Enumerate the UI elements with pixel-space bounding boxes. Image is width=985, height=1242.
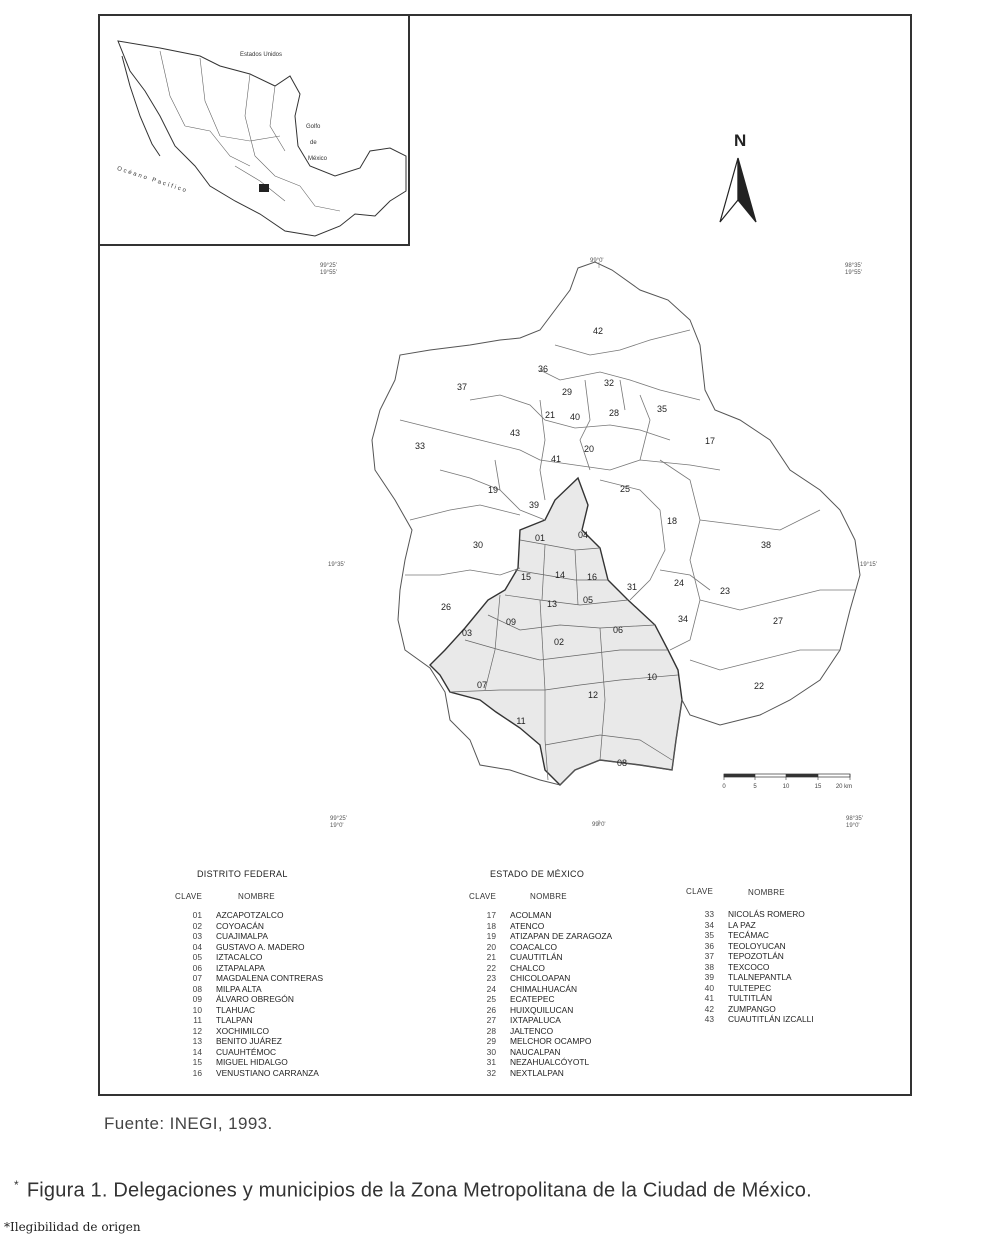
legibility-footnote: *Ilegibilidad de origen [4,1220,141,1234]
legend-clave: 42 [704,1003,714,1014]
region-number: 22 [753,681,765,691]
legend-clave: 06 [192,962,202,973]
legend-row [466,994,612,1005]
legend-nombre: ATENCO [510,920,545,931]
legend-clave: 37 [704,951,714,961]
legend-nombre: TULTEPEC [728,982,772,993]
region-number: 26 [440,602,452,612]
region-number: 05 [582,595,594,605]
legend-nombre: LA PAZ [728,919,756,930]
region-number: 24 [673,578,685,588]
legend-nombre: IZTACALCO [216,952,263,962]
legend-nombre: XOCHIMILCO [216,1025,270,1036]
legend-nombre: MELCHOR OCAMPO [510,1036,592,1046]
legend-clave: 10 [192,1004,202,1015]
legend-nombre: NAUCALPAN [510,1046,561,1057]
legend-title-edomex: ESTADO DE MÉXICO [490,869,585,879]
legend-nombre: CUAUTITLÁN [510,952,563,962]
legend-row [684,993,814,1004]
legend-nombre: NICOLÁS ROMERO [728,909,805,919]
legend-row [466,921,612,932]
legend-nombre: NEZAHUALCÓYOTL [510,1057,590,1067]
legend-clave: 28 [486,1025,496,1036]
region-number: 17 [704,436,716,446]
coord-bottom-right: 98°35' 19°0' [846,816,863,829]
legend-row [466,1068,612,1079]
region-number: 38 [760,540,772,550]
legend-row [684,920,814,931]
legend-nombre: CHALCO [510,962,545,973]
legend-row [684,962,814,973]
legend-nombre: IZTAPALAPA [216,962,265,973]
legend-row [684,972,814,983]
legend-clave: 01 [192,910,202,920]
legend-clave: 39 [704,972,714,982]
legend-nombre: ACOLMAN [510,910,552,920]
legend-clave: 19 [486,931,496,941]
legend-row [172,1036,323,1047]
legend-clave-header: CLAVE [686,887,714,896]
caption-marker: * [14,1178,19,1192]
region-number: 03 [461,628,473,638]
region-number: 14 [554,570,566,580]
legend-clave: 05 [192,952,202,962]
legend-row [684,941,814,952]
legend-row [466,1005,612,1016]
region-number: 36 [537,364,549,374]
mexico-outline [118,41,406,236]
north-arrow-icon [715,130,761,225]
region-number: 39 [528,500,540,510]
region-number: 43 [509,428,521,438]
region-number: 12 [587,690,599,700]
region-number: 20 [583,444,595,454]
legend-clave: 11 [193,1015,202,1025]
region-number: 11 [516,716,526,726]
legend-clave: 18 [486,920,496,931]
legend-row [172,910,323,921]
region-number: 35 [656,404,668,414]
legend-row [684,1004,814,1015]
legend-row [172,1057,323,1068]
legend-clave: 25 [486,994,496,1004]
region-number: 04 [577,530,589,540]
region-number: 18 [666,516,678,526]
region-number: 07 [476,680,488,690]
legend-clave: 15 [192,1057,202,1067]
region-number: 28 [608,408,620,418]
legend-nombre: COYOACÁN [216,920,264,931]
legend-clave: 02 [192,920,202,931]
legend-row [172,973,323,984]
legend-clave: 36 [704,940,714,951]
region-number: 16 [586,572,598,582]
coord-mid-right: 19°15' [860,562,877,568]
legend-nombre: TLALPAN [216,1015,253,1025]
legend-nombre: CUAUTITLÁN IZCALLI [728,1014,814,1024]
legend-row [466,931,612,942]
legend-clave: 21 [486,952,496,962]
legend-row [684,909,814,920]
legend-clave: 43 [704,1014,714,1024]
legend-row [466,984,612,995]
legend-clave-header: CLAVE [469,892,497,901]
legend-row [172,931,323,942]
scale-label: 15 [814,784,822,790]
legend-clave: 14 [192,1046,202,1057]
legend-row [466,973,612,984]
legend-row [172,1005,323,1016]
legend-clave: 20 [486,941,496,952]
legend-df-list [172,910,323,1078]
region-number: 25 [619,484,631,494]
scale-bar [722,770,852,800]
coord-top-left: 99°25' 19°55' [320,263,337,276]
legend-clave: 41 [704,993,714,1003]
legend-nombre: ATIZAPAN DE ZARAGOZA [510,931,613,941]
legend-row [466,963,612,974]
legend-clave: 22 [486,962,496,973]
legend-row [172,1047,323,1058]
legend-clave: 27 [486,1015,496,1025]
legend-row [172,994,323,1005]
north-label: N [734,131,747,150]
inset-mexico-map [98,14,410,246]
legend-clave: 35 [704,930,714,940]
legend-nombre: MAGDALENA CONTRERAS [216,973,324,983]
legend-row [684,983,814,994]
region-number: 29 [561,387,573,397]
legend-clave: 26 [486,1004,496,1015]
legend-row [172,1026,323,1037]
legend-clave: 31 [486,1057,496,1067]
legend-nombre: CUAJIMALPA [216,931,268,941]
legend-nombre: ÁLVARO OBREGÓN [216,994,294,1004]
region-number: 27 [772,616,784,626]
legend-nombre-header: NOMBRE [748,888,785,897]
legend-nombre: BENITO JUÁREZ [216,1036,282,1046]
legend-clave: 34 [704,919,714,930]
legend-clave: 04 [192,941,202,952]
region-number: 10 [646,672,658,682]
legend-clave: 40 [704,982,714,993]
scale-label: 5 [753,784,757,790]
inset-top-label: Estados Unidos [240,52,283,58]
legend-clave: 38 [704,961,714,972]
legend-row [684,1014,814,1025]
legend-clave: 24 [486,983,496,994]
legend-clave: 16 [192,1067,202,1078]
region-number: 40 [569,412,581,422]
legend-edomex-list-2 [684,909,814,1025]
legend-nombre-header: NOMBRE [530,892,567,901]
legend-clave: 12 [192,1025,202,1036]
coord-bottom-left: 99°25' 19°0' [330,816,347,829]
figure-caption [14,1178,812,1203]
legend-edomex-list-1 [466,910,612,1078]
scale-label: 10 [782,784,790,790]
legend-nombre: AZCAPOTZALCO [216,910,284,920]
legend-row [466,942,612,953]
region-number: 15 [520,572,532,582]
region-number: 34 [677,614,689,624]
legend-nombre: TULTITLÁN [728,993,773,1003]
legend-nombre: MILPA ALTA [216,983,262,994]
legend-clave: 29 [486,1036,496,1046]
legend-row [466,1026,612,1037]
region-number: 33 [414,441,426,451]
legend-nombre: TEXCOCO [728,961,770,972]
legend-row [466,952,612,963]
legend-row [466,1015,612,1026]
legend-nombre-header: NOMBRE [238,892,275,901]
legend-nombre: JALTENCO [510,1025,554,1036]
region-number: 31 [626,582,638,592]
legend-clave: 07 [192,973,202,983]
coord-bottom-mid: 99°0' [592,822,606,828]
legend-nombre: ZUMPANGO [728,1003,776,1014]
legend-nombre: COACALCO [510,941,558,952]
coord-top-right: 98°35' 19°55' [845,263,862,276]
region-number: 42 [592,326,604,336]
legend-row [466,1047,612,1058]
legend-nombre: CHICOLOAPAN [510,973,571,983]
legend-clave: 30 [486,1046,496,1057]
region-number: 21 [544,410,556,420]
legend-row [172,1015,323,1026]
inset-gulf-label-3: México [308,156,328,162]
legend-clave-header: CLAVE [175,892,203,901]
legend-row [172,963,323,974]
legend-clave: 32 [486,1067,496,1078]
legend-nombre: TEOLOYUCAN [728,940,786,951]
scale-label: 0 [722,784,726,790]
legend-clave: 03 [192,931,202,941]
legend-row [172,1068,323,1079]
legend-nombre: NEXTLALPAN [510,1067,564,1078]
legend-clave: 09 [192,994,202,1004]
legend-nombre: TLAHUAC [216,1004,256,1015]
legend-title-df: DISTRITO FEDERAL [197,869,288,879]
legend-clave: 17 [486,910,496,920]
region-number: 37 [456,382,468,392]
legend-nombre: IXTAPALUCA [510,1015,561,1025]
region-number: 30 [472,540,484,550]
region-number: 32 [603,378,615,388]
region-number: 23 [719,586,731,596]
legend-nombre: ECATEPEC [510,994,555,1004]
region-number: 01 [534,533,546,543]
caption-text: Figura 1. Delegaciones y municipios de la Zona Metropolitana de la Ciudad de México. [26,1179,812,1202]
scale-label: 20 km [835,784,852,790]
region-number: 41 [550,454,562,464]
legend-nombre: HUIXQUILUCAN [510,1004,574,1015]
source-note: Fuente: INEGI, 1993. [104,1114,273,1133]
legend-row [172,921,323,932]
legend-row [172,984,323,995]
legend-nombre: CHIMALHUACÁN [510,983,578,994]
legend-row [172,942,323,953]
legend-row [466,1036,612,1047]
inset-gulf-label-2: de [310,140,317,146]
legend-row [466,1057,612,1068]
region-number: 19 [487,485,499,495]
legend-nombre: CUAUHTÉMOC [216,1046,277,1057]
legend-nombre: MIGUEL HIDALGO [216,1057,288,1067]
legend-nombre: TECÁMAC [728,930,769,940]
legend-clave: 13 [192,1036,202,1046]
coord-top-mid: 99°0' [590,258,604,264]
region-number: 02 [553,637,565,647]
legend-row [684,930,814,941]
region-number: 06 [612,625,624,635]
legend-clave: 23 [486,973,496,983]
legend-nombre: GUSTAVO A. MADERO [216,941,305,952]
legend-nombre: TEPOZOTLÁN [728,951,784,961]
coord-mid-left: 19°35' [328,562,345,568]
legend-clave: 33 [704,909,714,919]
legend-clave: 08 [192,983,202,994]
region-number: 13 [546,599,558,609]
region-number: 09 [505,617,517,627]
zmcm-marker [259,184,269,192]
legend-nombre: TLALNEPANTLA [728,972,792,982]
legend-row [172,952,323,963]
legend-row [684,951,814,962]
region-number: 08 [616,758,628,768]
legend-row [466,910,612,921]
legend-nombre: VENUSTIANO CARRANZA [216,1067,319,1078]
inset-ocean-label: Océano Pacífico [116,166,189,195]
inset-gulf-label-1: Golfo [306,124,321,130]
